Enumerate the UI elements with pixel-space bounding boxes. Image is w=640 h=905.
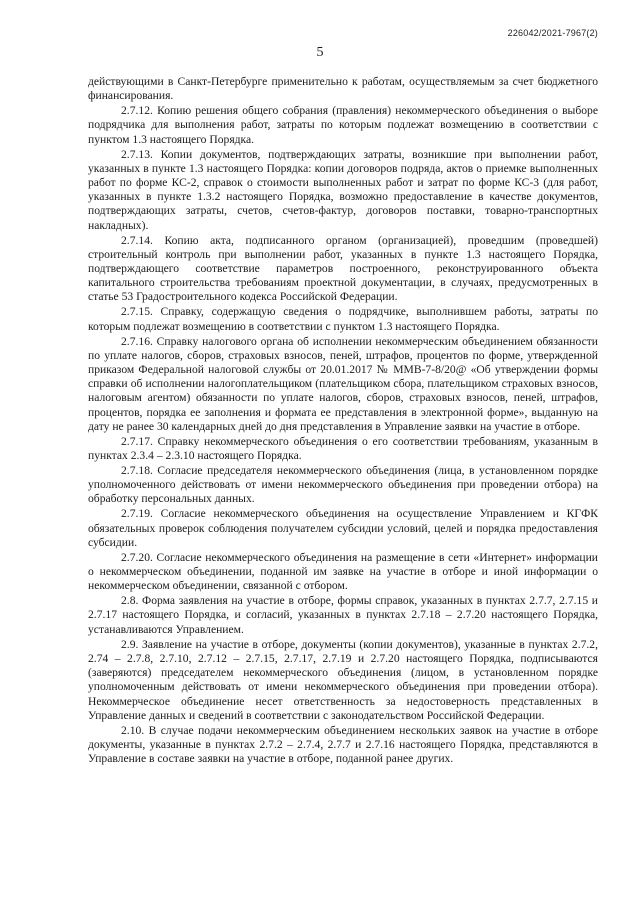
paragraph-2-7-14: 2.7.14. Копию акта, подписанного органом (организацией), проведшим (проведшей) строительный контроль при выполнении работ, указанных в пункте 1.3 настоящего Порядка, подтверждающего соответствие параметров построенного, реконструированного объекта капитального строительства требованиям проектной документации, в случаях, предусмотренных в статье 53 Градостроительного кодекса Российской Федерации.	[88, 233, 598, 304]
paragraph-2-7-16: 2.7.16. Справку налогового органа об исполнении некоммерческим объединением обязанности по уплате налогов, сборов, страховых взносов, пеней, штрафов, процентов по форме, утвержденной приказом Федеральной налоговой службы от 20.01.2017 № ММВ-7-8/20@ «Об утверждении формы справки об исполнении налогоплательщиком (плательщиком сбора, плательщиком страховых взносов, налоговым агентом) обязанности по уплате налогов, сборов, страховых взносов, пеней, штрафов, процентов, порядка ее заполнения и формата ее представления в электронной форме», выданную на дату не ранее 30 календарных дней до дня представления в Управление заявки на участие в отборе.	[88, 334, 598, 433]
paragraph-continuation: действующими в Санкт-Петербурге применительно к работам, осуществляемым за счет бюджетного финансирования.	[88, 75, 598, 103]
paragraph-2-7-19: 2.7.19. Согласие некоммерческого объединения на осуществление Управлением и КГФК обязательных проверок соблюдения получателем субсидии условий, целей и порядка предоставления субсидии.	[88, 507, 598, 549]
paragraph-2-7-17: 2.7.17. Справку некоммерческого объединения о его соответствии требованиям, указанным в пунктах 2.3.4 – 2.3.10 настоящего Порядка.	[88, 434, 598, 463]
paragraph-2-7-13: 2.7.13. Копии документов, подтверждающих затраты, возникшие при выполнении работ, указанных в пункте 1.3 настоящего Порядка: копии договоров подряда, актов о приемке выполненных работ по форме КС-2, справок о стоимости выполненных работ и затрат по форме КС-3 (для работ, указанных в пункте 1.3.2 настоящего Порядка, возможно предоставление в качестве документов, подтверждающих затраты, счетов, счетов-фактур, договоров поставки, товарно-транспортных накладных).	[88, 147, 598, 232]
body-text	[88, 75, 598, 767]
paragraph-2-10: 2.10. В случае подачи некоммерческим объединением нескольких заявок на участие в отборе документы, указанные в пунктах 2.7.2 – 2.7.4, 2.7.7 и 2.7.16 настоящего Порядка, представляются в Управление в составе заявки на участие в отборе, поданной ранее других.	[88, 723, 598, 766]
paragraph-2-7-20: 2.7.20. Согласие некоммерческого объединения на размещение в сети «Интернет» информации о некоммерческом объединении, поданной им заявке на участие в отборе и иной информации о некоммерческом объединении, связанной с отбором.	[88, 550, 598, 593]
paragraph-2-7-18: 2.7.18. Согласие председателя некоммерческого объединения (лица, в установленном порядке уполномоченного действовать от имени некоммерческого объединения при проведении отбора) на обработку персональных данных.	[88, 464, 598, 506]
document-id: 226042/2021-7967(2)	[507, 28, 598, 38]
page-number: 5	[316, 45, 324, 60]
paragraph-2-7-12: 2.7.12. Копию решения общего собрания (правления) некоммерческого объединения о выборе подрядчика для выполнения работ, затраты по которым подлежат возмещению в соответствии с пунктом 1.3 настоящего Порядка.	[88, 104, 598, 146]
paragraph-2-8: 2.8. Форма заявления на участие в отборе, формы справок, указанных в пунктах 2.7.7, 2.7.15 и 2.7.17 настоящего Порядка, и согласий, указанных в пунктах 2.7.18 – 2.7.20 настоящего Порядка, устанавливаются Управлением.	[88, 594, 598, 636]
paragraph-2-7-15: 2.7.15. Справку, содержащую сведения о подрядчике, выполнившем работы, затраты по которым подлежат возмещению в соответствии с пунктом 1.3 настоящего Порядка.	[88, 305, 598, 333]
paragraph-2-9: 2.9. Заявление на участие в отборе, документы (копии документов), указанные в пунктах 2.7.2, 2.74 – 2.7.8, 2.7.10, 2.7.12 – 2.7.15, 2.7.17, 2.7.19 и 2.7.20 настоящего Порядка, подписываются (заверяются) председателем некоммерческого объединения (лицом, в установленном порядке уполномоченным действовать от имени некоммерческого объединения при проведении отбора). Некоммерческое объединение несет ответственность за недостоверность представленных в Управление данных и сведений в соответствии с законодательством Российской Федерации.	[88, 637, 598, 722]
